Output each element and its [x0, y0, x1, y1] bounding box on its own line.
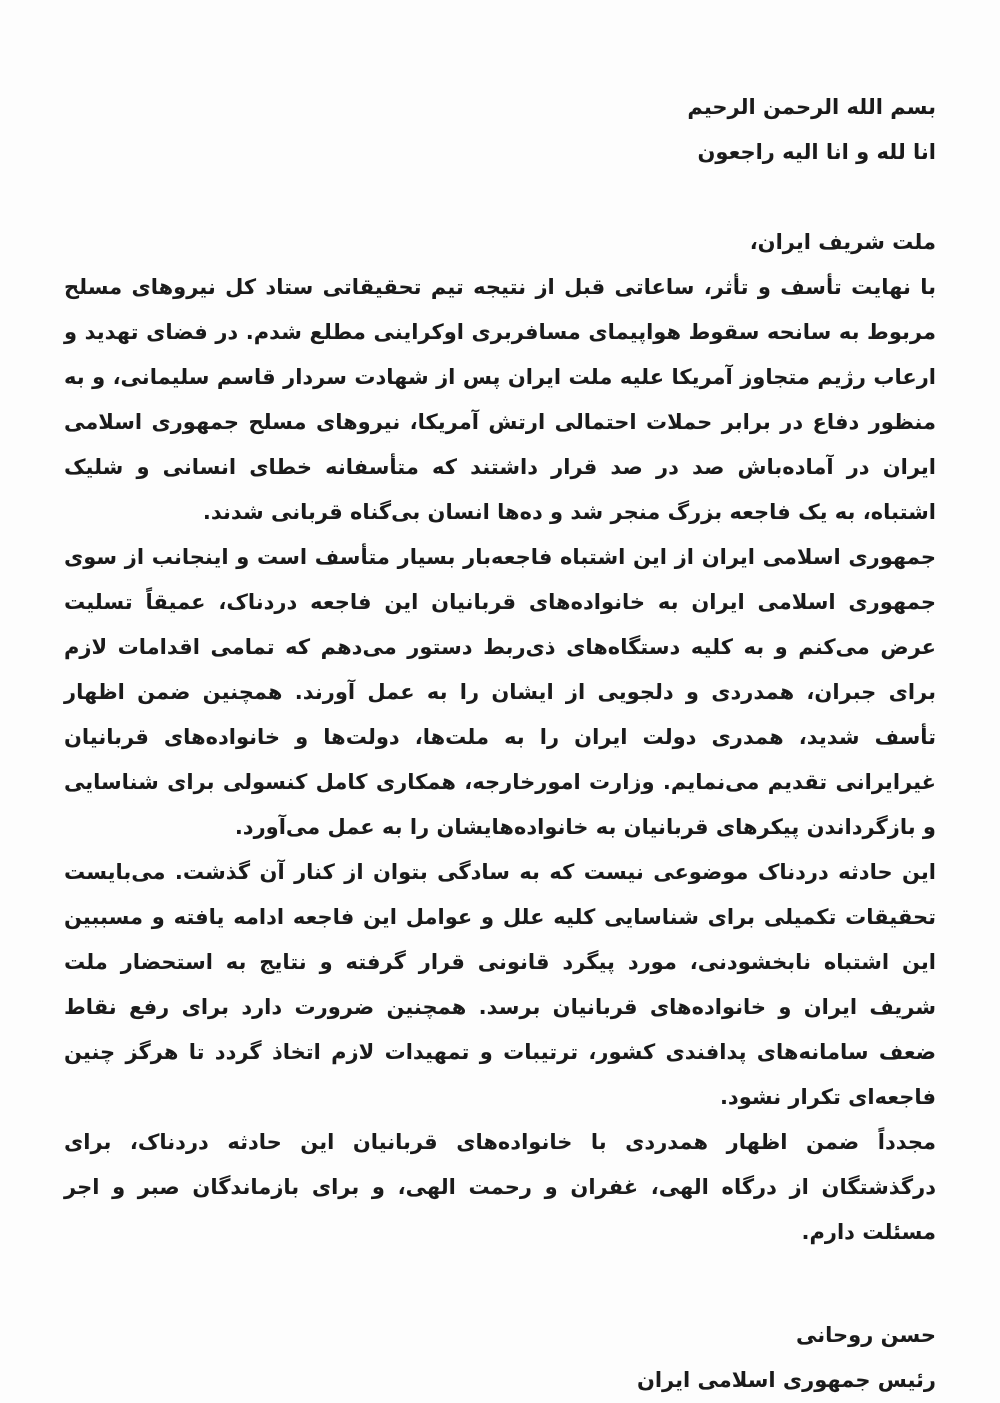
inna-lillah-line: انا لله و انا الیه راجعون	[697, 140, 936, 164]
letter-paragraph: این حادثه دردناک موضوعی نیست که به سادگی بتوان از کنار آن گذشت. می‌بایست تحقیقات تکمیلی برای شناسایی کلیه علل و عوامل این فاجعه ادامه یافته و مسببین این اشتباه نابخشودنی، مورد پیگرد قانونی قرار گرفته و نتایج به استحضار ملت شریف ایران و خانواده‌های قربانیان برسد. همچنین ضرورت دارد برای رفع نقاط ضعف سامانه‌های پدافندی کشور، ترتیبات و تمهیدات لازم اتخاذ گردد تا هرگز چنین فاجعه‌ای تکرار نشود.	[64, 860, 936, 1109]
signature-name: حسن روحانی	[795, 1323, 936, 1347]
signature-title: رئیس جمهوری اسلامی ایران	[636, 1368, 936, 1392]
letter-header	[64, 85, 936, 175]
signature-block	[64, 1313, 936, 1403]
letter-paragraph: مجدداً ضمن اظهار همدردی با خانواده‌های قربانیان این حادثه دردناک، برای درگذشتگان از درگاه الهی، غفران و رحمت الهی، و برای بازماندگان صبر و اجر مسئلت دارم.	[64, 1130, 936, 1244]
letter-paragraph: جمهوری اسلامی ایران از این اشتباه فاجعه‌بار بسیار متأسف است و اینجانب از سوی جمهوری اسلامی ایران به خانواده‌های قربانیان این فاجعه دردناک، عمیقاً تسلیت عرض می‌کنم و به کلیه دستگاه‌های ذی‌ربط دستور می‌دهم که تمامی اقدامات لازم برای جبران، همدردی و دلجویی از ایشان را به عمل آورند. همچنین ضمن اظهار تأسف شدید، همدری دولت ایران را به ملت‌ها، دولت‌ها و خانواده‌های قربانیان غیرایرانی تقدیم می‌نمایم. وزارت امورخارجه، همکاری کامل کنسولی برای شناسایی و بازگرداندن پیکرهای قربانیان به خانواده‌هایشان را به عمل می‌آورد.	[64, 545, 936, 839]
letter-paragraph: با نهایت تأسف و تأثر، ساعاتی قبل از نتیجه تیم تحقیقاتی ستاد کل نیروهای مسلح مربوط به سانحه سقوط هواپیمای مسافربری اوکراینی مطلع شدم. در فضای تهدید و ارعاب رژیم متجاوز آمریکا علیه ملت ایران پس از شهادت سردار قاسم سلیمانی، و به منظور دفاع در برابر حملات احتمالی ارتش آمریکا، نیروهای مسلح جمهوری اسلامی ایران در آماده‌باش صد در صد قرار داشتند که متأسفانه خطای انسانی و شلیک اشتباه، به یک فاجعه بزرگ منجر شد و ده‌ها انسان بی‌گناه قربانی شدند.	[64, 275, 936, 524]
bismillah-line: بسم الله الرحمن الرحیم	[687, 95, 936, 119]
salutation-line: ملت شریف ایران،	[749, 230, 936, 254]
letter-body	[64, 265, 936, 1255]
